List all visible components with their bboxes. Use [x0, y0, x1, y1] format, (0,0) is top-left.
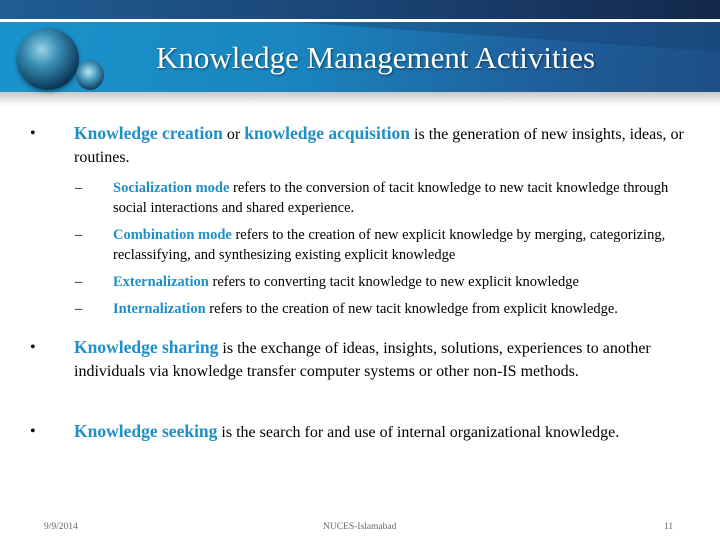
dash-icon: –	[75, 274, 83, 290]
large-orb-icon	[17, 28, 79, 90]
text: or	[222, 126, 245, 143]
text: is the generation of new insights, ideas, or routines.	[74, 126, 684, 166]
text: is the exchange of ideas, insights, solutions, experiences to another individuals via knowledge transfer computer systems or other non-IS methods.	[74, 340, 651, 380]
text: refers to the conversion of tacit knowledge to new tacit knowledge through social interactions and shared experience.	[113, 180, 669, 216]
text: refers to converting tacit knowledge to new explicit knowledge	[208, 274, 579, 290]
sub-bullet-internalization	[75, 299, 703, 319]
bullet-knowledge-sharing	[30, 336, 694, 383]
bullet-icon: •	[30, 125, 36, 142]
sub-bullet-combination	[75, 225, 703, 265]
sub-bullet-socialization	[75, 178, 703, 218]
keyword: Combination mode	[113, 227, 232, 243]
dash-icon: –	[75, 180, 83, 196]
footer-date: 9/9/2014	[44, 522, 78, 532]
keyword: knowledge acquisition	[244, 123, 411, 143]
text: is the search for and use of internal organizational knowledge.	[217, 424, 620, 441]
keyword: Internalization	[113, 301, 206, 317]
text: refers to the creation of new explicit knowledge by merging, categorizing, reclassifying, and synthesizing existing explicit knowledge	[113, 227, 666, 263]
dash-icon: –	[75, 301, 83, 317]
bullet-icon: •	[30, 423, 36, 440]
banner-shadow	[0, 92, 720, 106]
text: refers to the creation of new tacit knowledge from explicit knowledge.	[205, 301, 618, 317]
sub-bullet-externalization	[75, 272, 703, 292]
small-orb-icon	[76, 60, 104, 90]
bullet-knowledge-seeking	[30, 420, 694, 444]
keyword: Externalization	[113, 274, 209, 290]
bullet-icon: •	[30, 339, 36, 356]
keyword: Knowledge sharing	[74, 337, 219, 357]
keyword: Socialization mode	[113, 180, 230, 196]
dash-icon: –	[75, 227, 83, 243]
keyword: Knowledge seeking	[74, 421, 218, 441]
bullet-knowledge-creation	[30, 122, 694, 169]
header-top-band	[0, 0, 720, 19]
page-number: 11	[664, 522, 674, 532]
keyword: Knowledge creation	[74, 123, 223, 143]
slide-title: Knowledge Management Activities	[156, 40, 596, 75]
footer-center: NUCES-Islamabad	[323, 522, 397, 532]
